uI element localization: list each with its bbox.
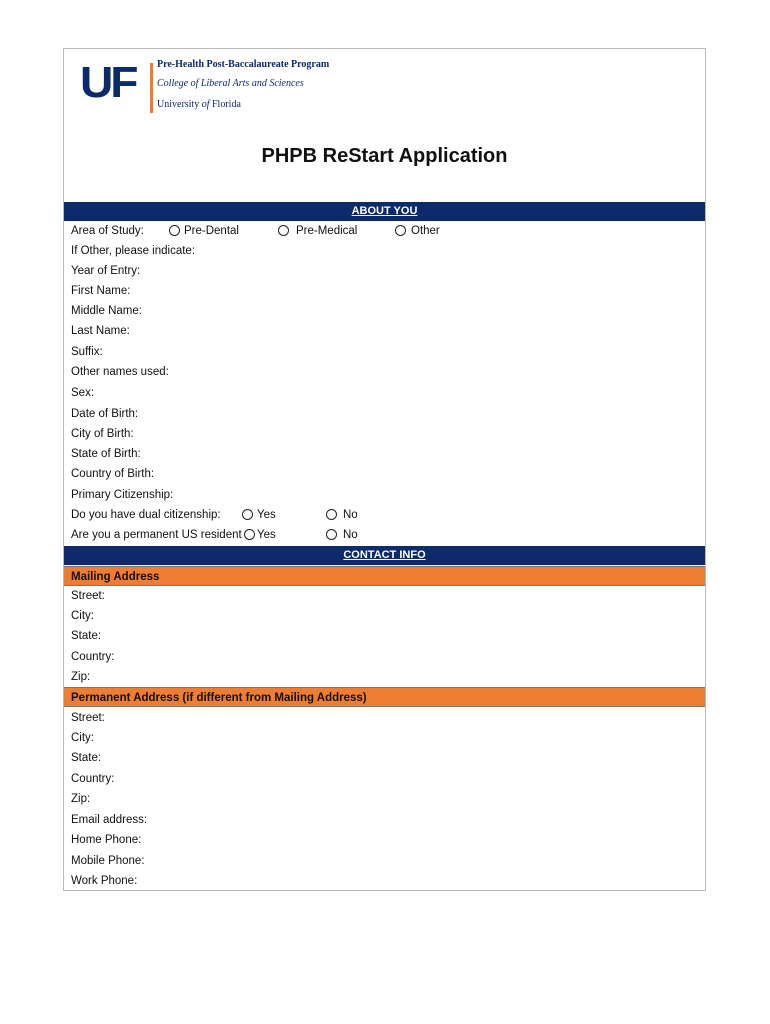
pre-medical-radio[interactable] — [278, 225, 289, 236]
dual-yes-label: Yes — [257, 509, 276, 521]
form-field-label: Home Phone: — [71, 834, 142, 846]
permanent-address-header: Permanent Address (if different from Mailing Address) — [64, 687, 705, 707]
other-label: Other — [411, 225, 440, 237]
form-field-label: Mobile Phone: — [71, 855, 145, 867]
form-field-label: Year of Entry: — [71, 265, 141, 277]
dual-no-label: No — [343, 509, 358, 521]
form-field-label: Suffix: — [71, 346, 103, 358]
dual-no-radio[interactable] — [326, 509, 337, 520]
form-field-label: Country: — [71, 651, 115, 663]
form-field-label: City: — [71, 610, 94, 622]
pre-medical-label: Pre-Medical — [296, 225, 358, 237]
form-field-label: City: — [71, 732, 94, 744]
form-field-label: City of Birth: — [71, 428, 134, 440]
form-field-label: State of Birth: — [71, 448, 141, 460]
uf-logo — [80, 59, 380, 119]
form-field-label: Date of Birth: — [71, 408, 139, 420]
form-field-label: Last Name: — [71, 325, 130, 337]
form-field-label: Zip: — [71, 671, 91, 683]
page-title: PHPB ReStart Application — [261, 145, 508, 167]
college-name: College of Liberal Arts and Sciences — [157, 78, 304, 89]
form-field-label: State: — [71, 630, 102, 642]
form-field-label: Country of Birth: — [71, 468, 155, 480]
form-field-label: Street: — [71, 712, 105, 724]
resident-yes-radio[interactable] — [244, 529, 255, 540]
form-field-label: Other names used: — [71, 366, 169, 378]
permanent-resident-label: Are you a permanent US resident — [71, 529, 242, 541]
form-field-label: Primary Citizenship: — [71, 489, 174, 501]
application-form — [63, 48, 706, 891]
uf-logo-mark: UF — [80, 58, 136, 107]
form-field-label: Email address: — [71, 814, 148, 826]
form-field-label: Middle Name: — [71, 305, 142, 317]
dual-yes-radio[interactable] — [242, 509, 253, 520]
contact-info-header: CONTACT INFO — [64, 546, 705, 565]
form-field-label: State: — [71, 752, 102, 764]
about-you-header: ABOUT YOU — [64, 202, 705, 221]
form-field-label: Country: — [71, 773, 115, 785]
resident-no-radio[interactable] — [326, 529, 337, 540]
program-name: Pre-Health Post-Baccalaureate Program — [157, 59, 330, 70]
form-field-label: Work Phone: — [71, 875, 138, 887]
form-field-label: Sex: — [71, 387, 95, 399]
other-radio[interactable] — [395, 225, 406, 236]
pre-dental-radio[interactable] — [169, 225, 180, 236]
logo-divider — [150, 63, 153, 113]
university-name: University of Florida — [157, 99, 241, 110]
dual-citizenship-label: Do you have dual citizenship: — [71, 509, 221, 521]
form-field-label: Zip: — [71, 793, 91, 805]
resident-no-label: No — [343, 529, 358, 541]
resident-yes-label: Yes — [257, 529, 276, 541]
mailing-address-header: Mailing Address — [64, 566, 705, 586]
form-field-label: Street: — [71, 590, 105, 602]
pre-dental-label: Pre-Dental — [184, 225, 239, 237]
form-field-label: First Name: — [71, 285, 131, 297]
form-field-label: If Other, please indicate: — [71, 245, 196, 257]
area-of-study-label: Area of Study: — [71, 225, 144, 237]
